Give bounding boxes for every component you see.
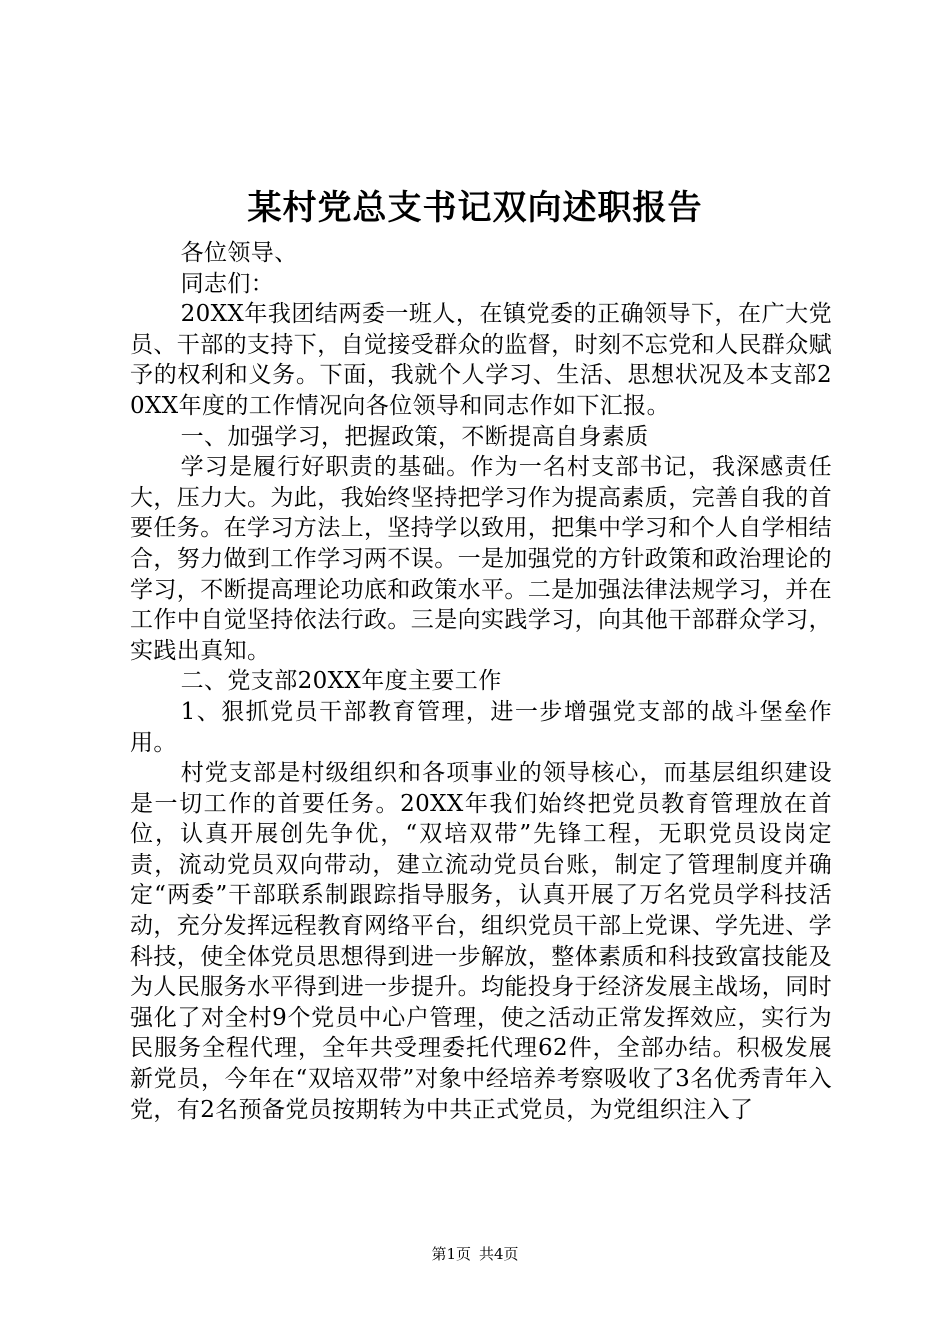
body-paragraph: 学习是履行好职责的基础。作为一名村支部书记，我深感责任大，压力大。为此，我始终坚持把学习作为提高素质，完善自我的首要任务。在学习方法上，坚持学以致用，把集中学习和个人自学相结合，努力做到工作学习两不误。一是加强党的方针政策和政治理论的学习，不断提高理论功底和政策水平。二是加强法律法规学习，并在工作中自觉坚持依法行政。三是向实践学习，向其他干部群众学习，实践出真知。 xyxy=(130,454,832,664)
page-total: 共4页 xyxy=(479,1245,519,1263)
section-heading-2: 二、党支部20XX年度主要工作 xyxy=(180,668,502,695)
subsection-heading-1: 1、狠抓党员干部教育管理，进一步增强党支部的战斗堡垒作用。 xyxy=(130,698,832,756)
intro-paragraph: 20XX年我团结两委一班人，在镇党委的正确领导下，在广大党员、干部的支持下，自觉接受群众的监督，时刻不忘党和人民群众赋予的权利和义务。下面，我就个人学习、生活、思想状况及本支部20XX年度的工作情况向各位领导和同志作如下汇报。 xyxy=(130,301,832,419)
salutation-line-2: 同志们： xyxy=(180,270,275,297)
salutation-line-1: 各位领导、 xyxy=(180,240,298,266)
page-footer xyxy=(0,1244,950,1264)
document-body xyxy=(130,238,832,1125)
page-number: 第1页 xyxy=(431,1245,471,1263)
body-paragraph: 村党支部是村级组织和各项事业的领导核心，而基层组织建设是一切工作的首要任务。20XX年我们始终把党员教育管理放在首位，认真开展创先争优，“双培双带”先锋工程，无职党员设岗定责，流动党员双向带动，建立流动党员台账，制定了管理制度并确定“两委”干部联系制跟踪指导服务，认真开展了万名党员学科技活动，充分发挥远程教育网络平台，组织党员干部上党课、学先进、学科技，使全体党员思想得到进一步解放，整体素质和科技致富技能及为人民服务水平得到进一步提升。均能投身于经济发展主战场，同时强化了对全村9个党员中心户管理，使之活动正常发挥效应，实行为民服务全程代理，全年共受理委托代理62件，全部办结。积极发展新党员，今年在“双培双带”对象中经培养考察吸收了3名优秀青年入党，有2名预备党员按期转为中共正式党员，为党组织注入了 xyxy=(130,760,832,1123)
document-title: 某村党总支书记双向述职报告 xyxy=(247,188,703,228)
section-heading-1: 一、加强学习，把握政策，不断提高自身素质 xyxy=(180,423,649,450)
